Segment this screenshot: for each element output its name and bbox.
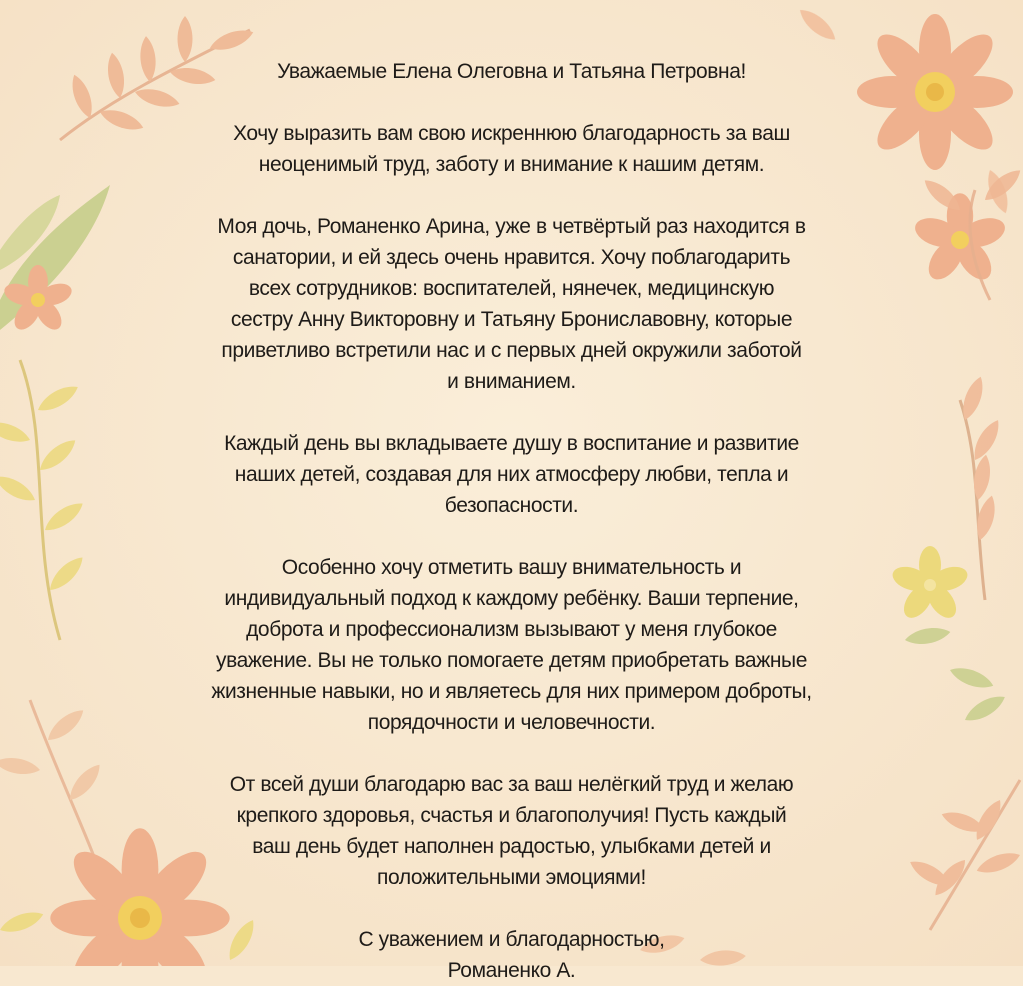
letter-paragraph: Хочу выразить вам свою искреннюю благодарность за ваш неоценимый труд, заботу и внимание к нашим детям. <box>233 122 790 176</box>
letter-greeting: Уважаемые Елена Олеговна и Татьяна Петровна! <box>277 60 746 83</box>
letter-paragraph: Моя дочь, Романенко Арина, уже в четвёртый раз находится в санатории, и ей здесь очень нравится. Хочу поблагодарить всех сотрудников: воспитателей, нянечек, медицинскую сестру Анну Викторовну и Татьяну Брониславовну, которые приветливо встретили нас и с первых дней окружили заботой и вниманием. <box>217 215 806 393</box>
letter-paragraph: От всей души благодарю вас за ваш нелёгкий труд и желаю крепкого здоровья, счастья и благополучия! Пусть каждый ваш день будет наполнен радостью, улыбками детей и положительными эмоциями! <box>229 773 794 889</box>
letter-signature: Романенко А. <box>447 959 576 982</box>
letter-paragraph: Каждый день вы вкладываете душу в воспитание и развитие наших детей, создавая для них атмосферу любви, тепла и безопасности. <box>224 432 799 517</box>
letter-body <box>120 56 903 986</box>
letter-signoff <box>120 924 903 986</box>
letter-paragraph: Особенно хочу отметить вашу внимательность и индивидуальный подход к каждому ребёнку. Ваши терпение, доброта и профессионализм вызывают у меня глубокое уважение. Вы не только помогаете детям приобретать важные жизненные навыки, но и являетесь для них примером доброты, порядочности и человечности. <box>211 556 812 734</box>
letter-closing: С уважением и благодарностью, <box>358 928 665 951</box>
